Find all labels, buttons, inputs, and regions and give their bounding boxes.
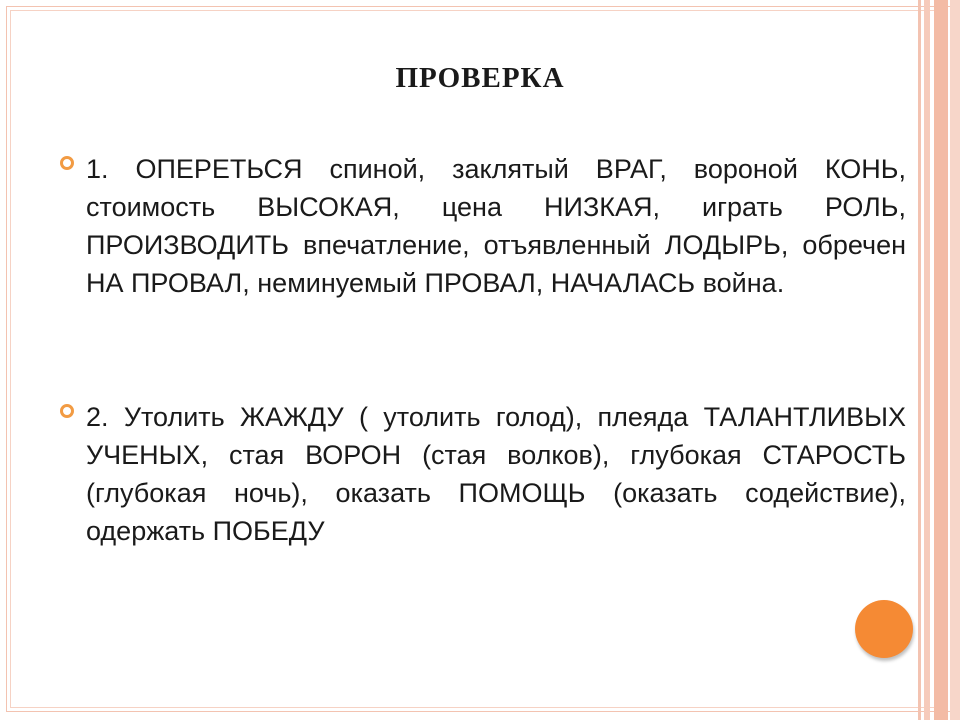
ring-bullet-icon — [60, 156, 74, 170]
decor-stripe — [934, 0, 948, 720]
decor-stripe — [924, 0, 930, 720]
bullet-item-2: 2. Утолить ЖАЖДУ ( утолить голод), плеяда ТАЛАНТЛИВЫХ УЧЕНЫХ, стая ВОРОН (стая волков), глубокая СТАРОСТЬ (глубокая ночь), оказать ПОМОЩЬ (оказать содействие), одержать ПОБЕДУ — [86, 402, 906, 546]
bullet-item-1: 1. ОПЕРЕТЬСЯ спиной, заклятый ВРАГ, вороной КОНЬ, стоимость ВЫСОКАЯ, цена НИЗКАЯ, играть РОЛЬ, ПРОИЗВОДИТЬ впечатление, отъявленный ЛОДЫРЬ, обречен НА ПРОВАЛ, неминуемый ПРОВАЛ, НАЧАЛАСЬ война. — [86, 154, 906, 298]
decor-stripe — [950, 0, 960, 720]
ring-bullet-icon — [60, 404, 74, 418]
slide-title: ПРОВЕРКА — [395, 62, 565, 94]
orange-circle-icon — [855, 600, 913, 658]
decor-stripe — [918, 0, 921, 720]
slide-frame-inner — [10, 10, 948, 708]
